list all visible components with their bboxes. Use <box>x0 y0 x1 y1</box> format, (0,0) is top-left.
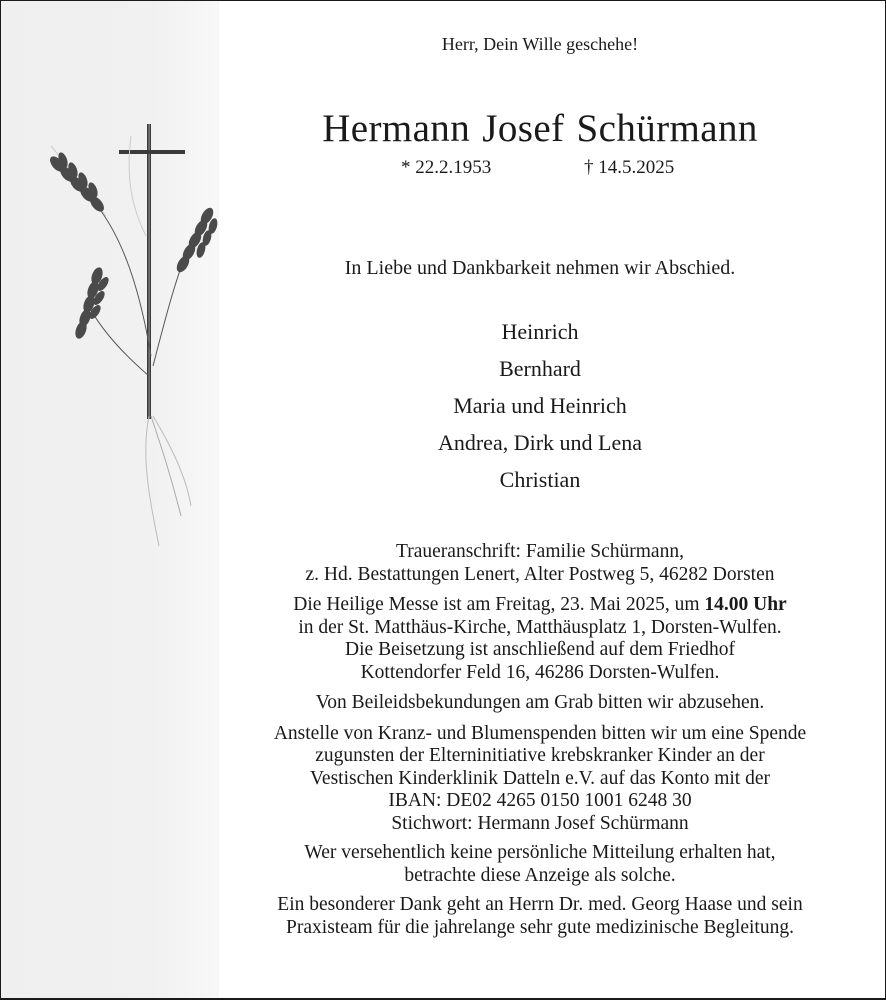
death-date: † 14.5.2025 <box>584 157 675 178</box>
donation-line: Anstelle von Kranz- und Blumenspenden bitten wir um eine Spende <box>273 722 807 744</box>
family-member: Christian <box>499 467 581 492</box>
address-line: Traueranschrift: Familie Schürmann, <box>396 541 684 562</box>
donation-line: Vestischen Kinderklinik Datteln e.V. auf das Konto mit der <box>310 767 770 789</box>
condolence-line: Von Beileidsbekundungen am Grab bitten wir abzusehen. <box>315 692 765 713</box>
cross-wheat-ornament <box>31 116 221 566</box>
wheat-ears-icon <box>51 136 193 546</box>
family-member: Maria und Heinrich <box>453 393 627 418</box>
notice-line: Wer versehentlich keine persönliche Mitteilung erhalten hat, <box>304 842 776 863</box>
service-date-text: Die Heilige Messe ist am Freitag, 23. Mai 2025, um <box>293 594 705 615</box>
farewell-line: In Liebe und Dankbarkeit nehmen wir Abschied. <box>344 257 736 279</box>
thanks-line: Ein besonderer Dank geht an Herrn Dr. med. Georg Haase und sein <box>277 894 803 915</box>
family-member: Bernhard <box>499 356 581 381</box>
service-time: 14.00 Uhr <box>704 594 787 615</box>
service-line: in der St. Matthäus-Kirche, Matthäusplatz 1, Dorsten-Wulfen. <box>298 616 782 638</box>
donation-request <box>219 723 861 836</box>
service-details <box>219 594 861 684</box>
family-member: Andrea, Dirk und Lena <box>437 430 643 455</box>
address-line: z. Hd. Bestattungen Lenert, Alter Postweg 5, 46282 Dorsten <box>305 563 775 585</box>
service-line: Kottendorfer Feld 16, 46286 Dorsten-Wulfen. <box>360 661 720 683</box>
family-member: Heinrich <box>501 319 579 344</box>
mourning-address <box>219 541 861 586</box>
keyword-line: Stichwort: Hermann Josef Schürmann <box>391 812 689 834</box>
service-line <box>219 594 861 617</box>
info-block <box>219 541 861 947</box>
motto: Herr, Dein Wille geschehe! <box>441 34 639 54</box>
thanks-note <box>219 894 861 939</box>
iban-line: IBAN: DE02 4265 0150 1001 6248 30 <box>388 790 692 811</box>
birth-date: * 22.2.1953 <box>401 157 492 178</box>
thanks-line: Praxisteam für die jahrelange sehr gute medizinische Begleitung. <box>286 916 794 938</box>
service-line: Die Beisetzung ist anschließend auf dem Friedhof <box>345 639 735 660</box>
wheat-grains <box>47 151 219 340</box>
notice-line: betrachte diese Anzeige als solche. <box>404 864 676 886</box>
donation-line: zugunsten der Elterninitiative krebskranker Kinder an der <box>315 745 765 766</box>
deceased-name: Hermann Josef Schürmann <box>322 107 758 150</box>
notice-note <box>219 842 861 887</box>
condolence-note <box>219 692 861 715</box>
family-list <box>219 313 861 498</box>
